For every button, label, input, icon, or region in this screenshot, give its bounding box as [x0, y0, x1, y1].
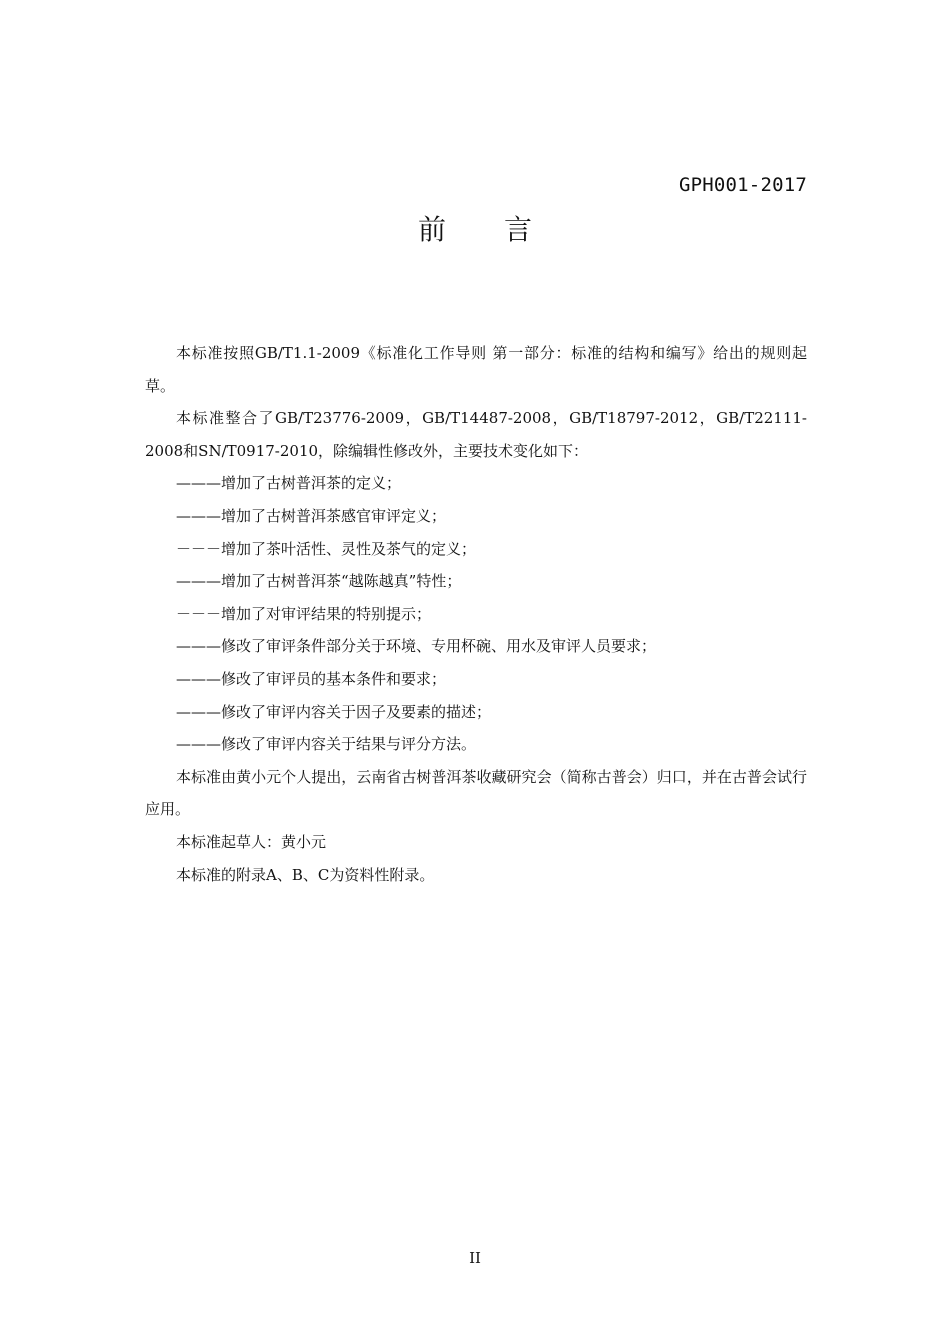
change-item: －－－增加了茶叶活性、灵性及茶气的定义； [176, 539, 477, 558]
title-char-1: 前 [417, 213, 446, 246]
paragraph-drafter: 本标准起草人：黄小元 [176, 832, 327, 851]
paragraph-drafting-basis: 本标准按照GB/T1.1-2009《标准化工作导则 第一部分：标准的结构和编写》给出的规则起草。 [145, 344, 807, 395]
foreword-body [145, 337, 807, 891]
change-item: ———修改了审评条件部分关于环境、专用杯碗、用水及审评人员要求； [176, 637, 657, 656]
page-number: II [469, 1249, 481, 1267]
change-item: ———修改了审评内容关于结果与评分方法。 [176, 735, 477, 754]
change-item: ———修改了审评内容关于因子及要素的描述； [176, 702, 492, 721]
paragraph-proposer: 本标准由黄小元个人提出，云南省古树普洱茶收藏研究会（简称古普会）归口，并在古普会试行应用。 [145, 767, 807, 819]
page-title [0, 212, 950, 248]
title-char-2: 言 [504, 213, 533, 246]
paragraph-appendix: 本标准的附录A、B、C为资料性附录。 [176, 865, 435, 884]
paragraph-integrated-standards: 本标准整合了GB/T23776-2009，GB/T14487-2008，GB/T18797-2012，GB/T22111-2008和SN/T0917-2010，除编辑性修改外，主要技术变化如下： [145, 409, 807, 460]
change-item: －－－增加了对审评结果的特别提示； [176, 604, 432, 623]
document-code: GPH001-2017 [678, 174, 807, 196]
change-item: ———增加了古树普洱茶的定义； [176, 474, 402, 493]
change-item: ———增加了古树普洱茶“越陈越真”特性； [176, 572, 462, 591]
change-item: ———增加了古树普洱茶感官审评定义； [176, 506, 447, 525]
change-item: ———修改了审评员的基本条件和要求； [176, 669, 447, 688]
